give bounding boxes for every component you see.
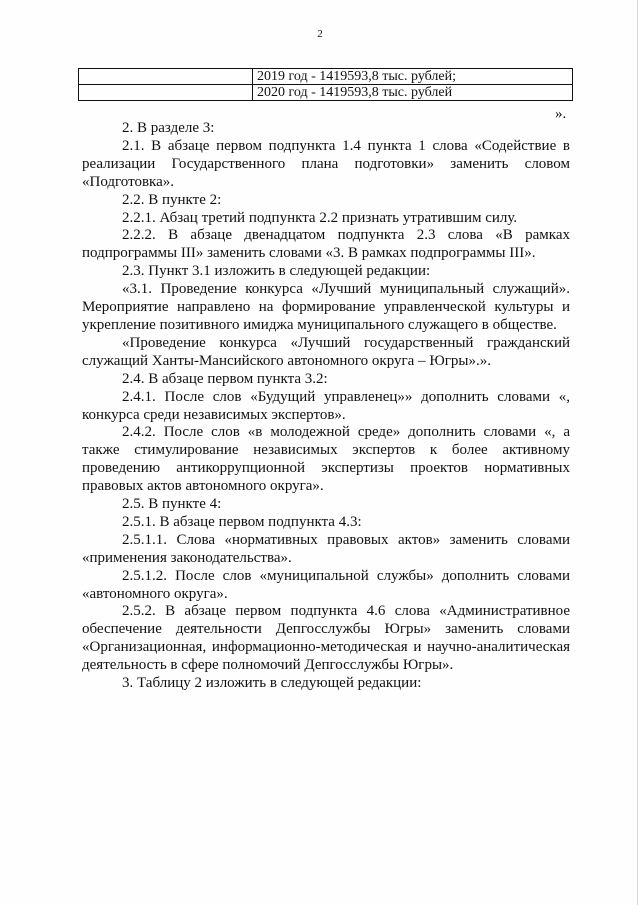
table-cell-2020: 2020 год - 1419593,8 тыс. рублей bbox=[253, 85, 573, 101]
budget-table bbox=[78, 68, 573, 101]
paragraph-contest-title: «Проведение конкурса «Лучший государственный гражданский служащий Ханты-Мансийского автономного округа – Югры».». bbox=[82, 334, 570, 369]
table-row bbox=[79, 85, 573, 101]
document-body bbox=[82, 120, 570, 693]
paragraph-2-4-1: 2.4.1. После слов «Будущий управленец»» дополнить словами «, конкурса среди независимых экспертов». bbox=[82, 388, 570, 423]
paragraph-2-5-1: 2.5.1. В абзаце первом подпункта 4.3: bbox=[122, 513, 362, 530]
paragraph-2-5-1-2: 2.5.1.2. После слов «муниципальной службы» дополнить словами «автономного округа». bbox=[82, 567, 570, 602]
paragraph-2-1: 2.1. В абзаце первом подпункта 1.4 пункта 1 слова «Содействие в реализации Государственного плана подготовки» заменить словом «Подготовка». bbox=[82, 137, 570, 190]
page-number: 2 bbox=[317, 28, 323, 40]
paragraph-3: 3. Таблицу 2 изложить в следующей редакции: bbox=[122, 675, 422, 692]
paragraph-section-3: 2. В разделе 3: bbox=[122, 120, 215, 136]
paragraph-2-5-1-1: 2.5.1.1. Слова «нормативных правовых актов» заменить словами «применения законодательства». bbox=[82, 531, 570, 566]
paragraph-2-4-2: 2.4.2. После слов «в молодежной среде» дополнить словами «, а также стимулирование независимых экспертов к более активному проведению антикоррупционной экспертизы проектов нормативных правовых актов автономного округа». bbox=[82, 424, 570, 495]
paragraph-2-2-1: 2.2.1. Абзац третий подпункта 2.2 признать утратившим силу. bbox=[122, 209, 518, 226]
table-cell-2019: 2019 год - 1419593,8 тыс. рублей; bbox=[253, 69, 573, 85]
closing-quote: ». bbox=[555, 106, 567, 122]
table-cell-empty bbox=[79, 69, 253, 85]
paragraph-3-1-text: «3.1. Проведение конкурса «Лучший муниципальный служащий». Мероприятие направлено на формирование управленческой культуры и укрепление позитивного имиджа муниципального служащего в обществе. bbox=[82, 281, 570, 333]
table-row bbox=[79, 69, 573, 85]
paragraph-2-5: 2.5. В пункте 4: bbox=[122, 496, 222, 513]
paragraph-2-2: 2.2. В пункте 2: bbox=[122, 191, 222, 208]
paragraph-2-5-2: 2.5.2. В абзаце первом подпункта 4.6 слова «Административное обеспечение деятельности Депгосслужбы Югры» заменить словами «Организационная, информационно-методическая и научно-аналитическая деятельность в сфере полномочий Депгосслужбы Югры». bbox=[82, 603, 570, 674]
paragraph-2-3: 2.3. Пункт 3.1 изложить в следующей редакции: bbox=[122, 263, 431, 280]
paragraph-2-2-2: 2.2.2. В абзаце двенадцатом подпункта 2.3 слова «В рамках подпрограммы III» заменить словами «3. В рамках подпрограммы III». bbox=[82, 227, 570, 262]
page-edge bbox=[637, 0, 638, 905]
paragraph-2-4: 2.4. В абзаце первом пункта 3.2: bbox=[122, 370, 328, 387]
table-cell-empty bbox=[79, 85, 253, 101]
